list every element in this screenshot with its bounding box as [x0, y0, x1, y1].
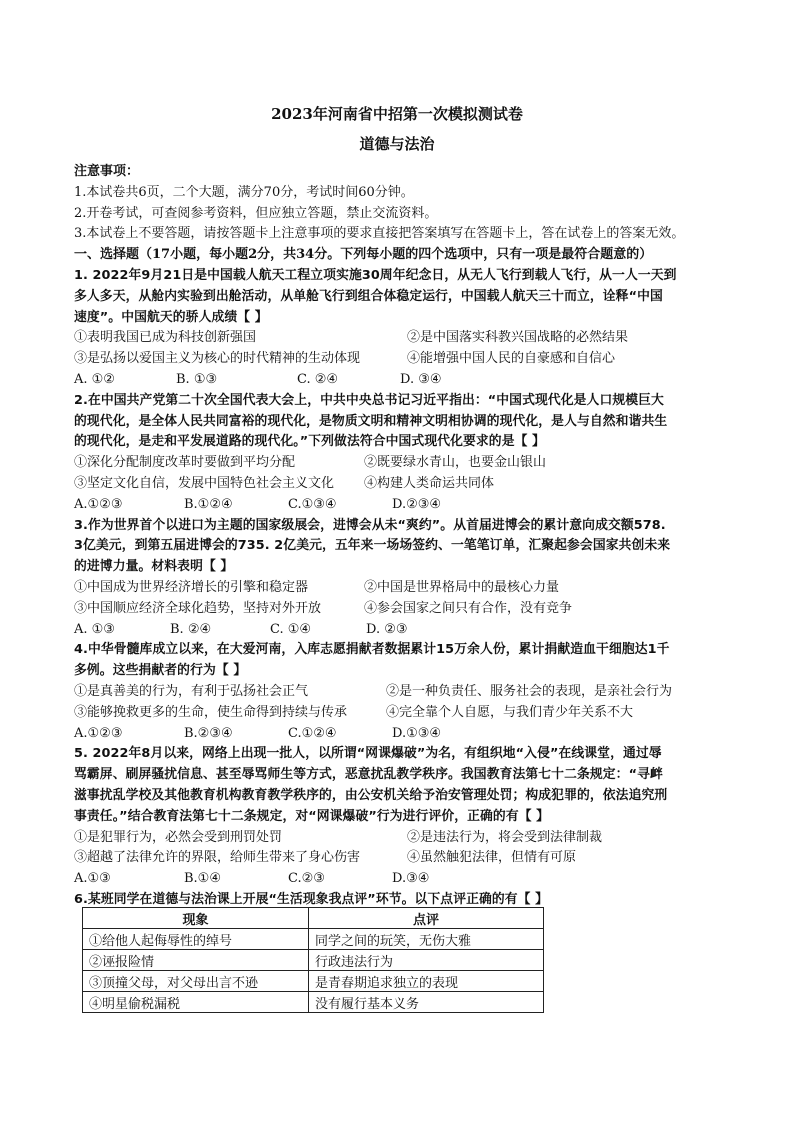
- choice-c: C.①③④: [288, 496, 337, 512]
- statement: ③超越了法律允许的界限，给师生带来了身心伤害: [74, 850, 361, 866]
- choice-c: C.②③: [288, 871, 325, 887]
- question-stem-line: 2.在中国共产党第二十次全国代表大会上，中共中央总书记习近平指出：“中国式现代化是人口规模巨大: [74, 392, 664, 408]
- statement: ③中国顺应经济全球化趋势，坚持对外开放: [74, 600, 322, 616]
- statement-row: [74, 599, 724, 620]
- choice-d: D.①③④: [392, 725, 442, 741]
- choice-row: [74, 869, 724, 890]
- section-heading: 一、选择题（17小题，每小题2分，共34分。下列每小题的四个选项中，只有一项是最符合题意的）: [74, 247, 653, 263]
- choice-c: C.①②④: [288, 725, 337, 741]
- question-stem-line: 3.作为世界首个以进口为主题的国家级展会，进博会从未“爽约”。从首届进博会的累计意向成交额578.: [74, 517, 666, 533]
- statement-row: [74, 578, 724, 599]
- question-6-stem: 6.某班同学在道德与法治课上开展“生活现象我点评”环节。以下点评正确的有【 】: [74, 891, 549, 907]
- choice-a: A. ①③: [74, 621, 115, 637]
- statement: ④完全靠个人自愿，与我们青少年关系不大: [386, 704, 634, 720]
- choice-c: C. ①④: [270, 621, 312, 637]
- statement: ④构建人类命运共同体: [364, 475, 495, 491]
- statement: ③坚定文化自信，发展中国特色社会主义文化: [74, 475, 335, 491]
- choice-a: A.①③: [74, 871, 111, 887]
- choice-b: B.①②④: [184, 496, 233, 512]
- statement-row: [74, 453, 724, 474]
- choice-b: B.②③④: [184, 725, 233, 741]
- question-stem-line: 的现代化，是走和平发展道路的现代化。”下列做法符合中国式现代化要求的是【 】: [74, 434, 545, 450]
- question-1: [74, 266, 724, 391]
- choice-b: B.①④: [184, 871, 221, 887]
- question-stem-line: 速度”。中国航天的骄人成绩【 】: [74, 309, 268, 325]
- notice-heading: 注意事项：: [74, 164, 140, 179]
- question-stem-line: 骂霸屏、刷屏骚扰信息、甚至辱骂师生等方式，恶意扰乱教学秩序。我国教育法第七十二条规定：“寻衅: [74, 767, 663, 783]
- table-header-row: [83, 908, 544, 929]
- statement-row: [74, 848, 724, 869]
- choice-a: A. ①②: [74, 371, 115, 387]
- table-cell: 同学之间的玩笑，无伤大雅: [309, 929, 544, 950]
- table-row: [83, 950, 544, 971]
- question-stem-line: 的进博力量。材料表明【 】: [74, 559, 234, 575]
- choice-row: [74, 724, 724, 745]
- statement: ①表明我国已成为科技创新强国: [74, 330, 257, 346]
- choice-a: A.①②③: [74, 725, 123, 741]
- table-cell: ④明星偷税漏税: [83, 992, 309, 1013]
- statement-row: [74, 474, 724, 495]
- choice-row: [74, 620, 724, 641]
- choice-a: A.①②③: [74, 496, 123, 512]
- question-stem-line: 3亿美元，到第五届进博会的735. 2亿美元，五年来一场场签约、一笔笔订单，汇聚起参会国家共创未来: [74, 538, 671, 554]
- table-cell: 没有履行基本义务: [309, 992, 544, 1013]
- statement: ②是中国落实科教兴国战略的必然结果: [407, 330, 629, 346]
- notice-item: 1.本试卷共6页，二个大题，满分70分，考试时间60分钟。: [74, 184, 414, 200]
- table-cell: ②诬报险情: [83, 950, 309, 971]
- exam-title: 2023年河南省中招第一次模拟测试卷: [271, 105, 523, 123]
- column-header: 现象: [83, 908, 309, 929]
- choice-d: D.③④: [392, 871, 430, 887]
- choice-d: D. ③④: [400, 371, 442, 387]
- exam-body: [74, 162, 724, 911]
- choice-row: [74, 495, 724, 516]
- column-header: 点评: [309, 908, 544, 929]
- question-stem-line: 的现代化，是全体人民共同富裕的现代化，是物质文明和精神文明相协调的现代化，是人与自然和谐共生: [74, 413, 668, 429]
- statement: ②既要绿水青山，也要金山银山: [364, 455, 547, 471]
- statement: ③是弘扬以爱国主义为核心的时代精神的生动体现: [74, 351, 361, 367]
- question-stem-line: 5. 2022年8月以来，网络上出现一批人，以所谓“网课爆破”为名，有组织地“入侵”在线课堂，通过辱: [74, 746, 662, 762]
- table-cell: 是青春期追求独立的表现: [309, 971, 544, 992]
- choice-row: [74, 370, 724, 391]
- statement: ④参会国家之间只有合作，没有竞争: [364, 600, 573, 616]
- notice-item: 3.本试卷上不要答题，请按答题卡上注意事项的要求直接把答案填写在答题卡上，答在试卷上的答案无效。: [74, 226, 685, 242]
- statement: ②中国是世界格局中的最核心力量: [364, 579, 560, 595]
- table-cell: ③顶撞父母，对父母出言不逊: [83, 971, 309, 992]
- statement: ③能够挽救更多的生命，使生命得到持续与传承: [74, 704, 348, 720]
- question-4: [74, 640, 724, 744]
- statement: ④虽然触犯法律，但情有可原: [407, 850, 577, 866]
- table-row: [83, 992, 544, 1013]
- choice-b: B. ②④: [170, 621, 212, 637]
- question-stem-line: 滋事扰乱学校及其他教育机构教育教学秩序的，由公安机关给予治安管理处罚；构成犯罪的，依法追究刑: [74, 787, 668, 803]
- statement-row: [74, 828, 724, 849]
- statement: ①中国成为世界经济增长的引擎和稳定器: [74, 579, 309, 595]
- table-row: [83, 929, 544, 950]
- statement: ①深化分配制度改革时要做到平均分配: [74, 455, 296, 471]
- choice-c: C. ②④: [297, 371, 339, 387]
- exam-subject: 道德与法治: [359, 135, 435, 153]
- question-stem-line: 4.中华骨髓库成立以来，在大爱河南，入库志愿捐献者数据累计15万余人份，累计捐献造血干细胞达1千: [74, 642, 670, 658]
- statement: ②是违法行为，将会受到法律制裁: [407, 829, 603, 845]
- choice-d: D. ②③: [366, 621, 408, 637]
- question-stem-line: 1. 2022年9月21日是中国载人航天工程立项实施30周年纪念日，从无人飞行到载人飞行，从一人一天到: [74, 267, 677, 283]
- statement: ②是一种负责任、服务社会的表现，是亲社会行为: [386, 683, 673, 699]
- table-row: [83, 971, 544, 992]
- statement: ①是真善美的行为，有利于弘扬社会正气: [74, 683, 309, 699]
- question-2: [74, 391, 724, 516]
- statement-row: [74, 328, 724, 349]
- choice-d: D.②③④: [392, 496, 442, 512]
- choice-b: B. ①③: [176, 371, 218, 387]
- question-3: [74, 516, 724, 641]
- statement: ①是犯罪行为，必然会受到刑罚处罚: [74, 829, 283, 845]
- statement-row: [74, 349, 724, 370]
- statement: ④能增强中国人民的自豪感和自信心: [407, 351, 616, 367]
- statement-row: [74, 682, 724, 703]
- statement-row: [74, 703, 724, 724]
- question-5: [74, 744, 724, 890]
- question-stem-line: 多人多天，从舱内实验到出舱活动，从单舱飞行到组合体稳定运行，中国载人航天三十而立，诠释“中国: [74, 288, 663, 304]
- question-stem-line: 多例。这些捐献者的行为【 】: [74, 663, 247, 679]
- table-cell: ①给他人起侮辱性的绰号: [83, 929, 309, 950]
- notice-item: 2.开卷考试，可查阅参考资料，但应独立答题，禁止交流资料。: [74, 205, 438, 221]
- table-cell: 行政违法行为: [309, 950, 544, 971]
- question-stem-line: 事责任。”结合教育法第七十二条规定，对“网课爆破”行为进行评价，正确的有【 】: [74, 808, 550, 824]
- review-table: [82, 907, 544, 1013]
